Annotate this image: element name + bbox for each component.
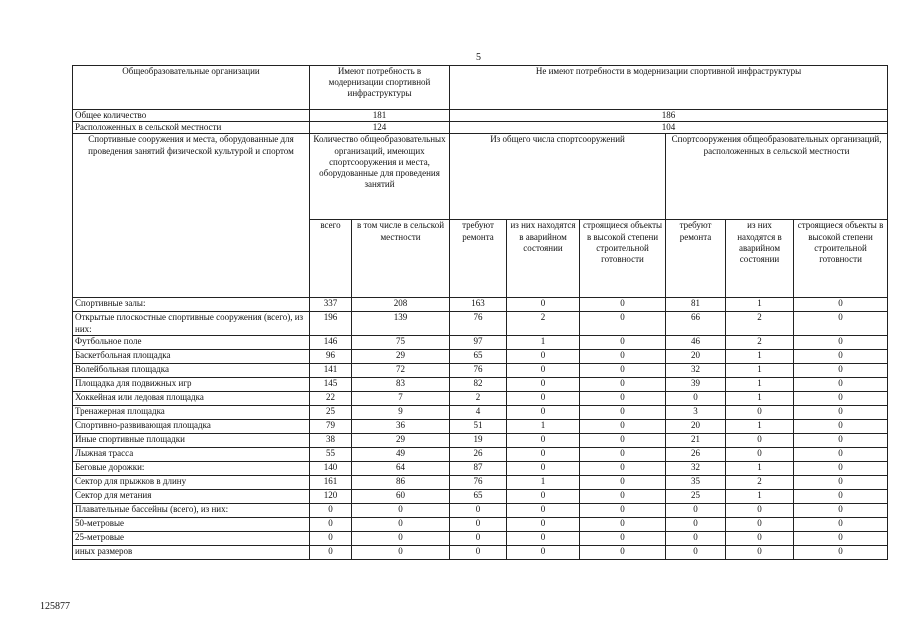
cell-value: 0 xyxy=(507,489,580,503)
cell-value: 196 xyxy=(310,312,352,335)
cell-value: 0 xyxy=(794,419,888,433)
cell-value: 1 xyxy=(507,475,580,489)
cell-value: 2 xyxy=(726,335,794,349)
cell-value: 49 xyxy=(352,447,450,461)
cell-value: 0 xyxy=(666,545,726,559)
table-row xyxy=(73,349,888,363)
header-row-2 xyxy=(73,134,888,220)
cell-value: 1 xyxy=(726,419,794,433)
row-label: Волейбольная площадка xyxy=(73,363,310,377)
cell-value: 36 xyxy=(352,419,450,433)
cell-value: 0 xyxy=(794,335,888,349)
cell-value: 72 xyxy=(352,363,450,377)
table-row xyxy=(73,545,888,559)
cell-value: 0 xyxy=(580,433,666,447)
summary-total-label: Общее количество xyxy=(73,110,310,122)
cell-value: 0 xyxy=(794,377,888,391)
cell-value: 0 xyxy=(580,545,666,559)
cell-value: 0 xyxy=(450,531,507,545)
cell-value: 0 xyxy=(726,531,794,545)
table-row xyxy=(73,461,888,475)
cell-value: 25 xyxy=(310,405,352,419)
table-row xyxy=(73,363,888,377)
table-row xyxy=(73,405,888,419)
cell-value: 141 xyxy=(310,363,352,377)
cell-value: 0 xyxy=(794,545,888,559)
cell-value: 55 xyxy=(310,447,352,461)
cell-value: 0 xyxy=(580,419,666,433)
table-row xyxy=(73,377,888,391)
cell-value: 79 xyxy=(310,419,352,433)
table-row xyxy=(73,433,888,447)
cell-value: 0 xyxy=(794,349,888,363)
cell-value: 0 xyxy=(726,503,794,517)
cell-value: 0 xyxy=(507,545,580,559)
cell-value: 9 xyxy=(352,405,450,419)
header-have-need: Имеют потребность в модернизации спортивной инфраструктуры xyxy=(310,66,450,110)
cell-value: 208 xyxy=(352,298,450,312)
cell-value: 25 xyxy=(666,489,726,503)
row-label: Футбольное поле xyxy=(73,335,310,349)
cell-value: 0 xyxy=(794,405,888,419)
cell-value: 87 xyxy=(450,461,507,475)
row-label: иных размеров xyxy=(73,545,310,559)
row-label: Беговые дорожки: xyxy=(73,461,310,475)
row-label: Сектор для метания xyxy=(73,489,310,503)
cell-value: 0 xyxy=(580,298,666,312)
cell-value: 82 xyxy=(450,377,507,391)
cell-value: 76 xyxy=(450,312,507,335)
cell-value: 0 xyxy=(507,363,580,377)
cell-value: 19 xyxy=(450,433,507,447)
row-label: Плавательные бассейны (всего), из них: xyxy=(73,503,310,517)
cell-value: 1 xyxy=(507,419,580,433)
header-facilities: Спортивные сооружения и места, оборудованные для проведения занятий физической культурой и спортом xyxy=(73,134,310,298)
cell-value: 0 xyxy=(580,312,666,335)
table-row xyxy=(73,312,888,335)
row-label: Спортивно-развивающая площадка xyxy=(73,419,310,433)
cell-value: 81 xyxy=(666,298,726,312)
row-label: Спортивные залы: xyxy=(73,298,310,312)
row-label: Тренажерная площадка xyxy=(73,405,310,419)
cell-value: 20 xyxy=(666,419,726,433)
cell-value: 0 xyxy=(507,377,580,391)
cell-value: 1 xyxy=(726,363,794,377)
cell-value: 76 xyxy=(450,363,507,377)
summary-rural-have: 124 xyxy=(310,122,450,134)
row-label: 25-метровые xyxy=(73,531,310,545)
cell-value: 22 xyxy=(310,391,352,405)
cell-value: 1 xyxy=(726,391,794,405)
cell-value: 60 xyxy=(352,489,450,503)
cell-value: 0 xyxy=(666,517,726,531)
cell-value: 65 xyxy=(450,489,507,503)
cell-value: 0 xyxy=(580,335,666,349)
header-incl-rural: в том числе в сельской местности xyxy=(352,220,450,298)
cell-value: 29 xyxy=(352,349,450,363)
cell-value: 0 xyxy=(450,545,507,559)
cell-value: 0 xyxy=(726,545,794,559)
header-org: Общеобразовательные организации xyxy=(73,66,310,110)
cell-value: 3 xyxy=(666,405,726,419)
cell-value: 0 xyxy=(794,312,888,335)
cell-value: 0 xyxy=(580,531,666,545)
cell-value: 120 xyxy=(310,489,352,503)
cell-value: 0 xyxy=(794,447,888,461)
page-number: 5 xyxy=(476,52,481,63)
cell-value: 29 xyxy=(352,433,450,447)
cell-value: 0 xyxy=(507,405,580,419)
cell-value: 21 xyxy=(666,433,726,447)
cell-value: 0 xyxy=(310,531,352,545)
cell-value: 39 xyxy=(666,377,726,391)
cell-value: 163 xyxy=(450,298,507,312)
summary-total-no: 186 xyxy=(450,110,888,122)
summary-rural-no: 104 xyxy=(450,122,888,134)
cell-value: 26 xyxy=(450,447,507,461)
cell-value: 0 xyxy=(794,517,888,531)
cell-value: 46 xyxy=(666,335,726,349)
cell-value: 0 xyxy=(310,517,352,531)
cell-value: 26 xyxy=(666,447,726,461)
cell-value: 0 xyxy=(726,517,794,531)
summary-total-have: 181 xyxy=(310,110,450,122)
cell-value: 66 xyxy=(666,312,726,335)
cell-value: 1 xyxy=(726,461,794,475)
summary-total-row xyxy=(73,110,888,122)
statistics-table xyxy=(72,65,888,560)
cell-value: 0 xyxy=(450,517,507,531)
cell-value: 0 xyxy=(580,503,666,517)
cell-value: 1 xyxy=(726,377,794,391)
cell-value: 0 xyxy=(666,531,726,545)
cell-value: 76 xyxy=(450,475,507,489)
cell-value: 0 xyxy=(507,447,580,461)
table-row xyxy=(73,298,888,312)
table-row xyxy=(73,503,888,517)
cell-value: 0 xyxy=(580,489,666,503)
table-row xyxy=(73,447,888,461)
cell-value: 38 xyxy=(310,433,352,447)
table-row xyxy=(73,489,888,503)
cell-value: 0 xyxy=(580,391,666,405)
cell-value: 0 xyxy=(794,531,888,545)
cell-value: 2 xyxy=(726,312,794,335)
cell-value: 0 xyxy=(794,489,888,503)
cell-value: 83 xyxy=(352,377,450,391)
cell-value: 0 xyxy=(507,503,580,517)
cell-value: 0 xyxy=(507,517,580,531)
cell-value: 20 xyxy=(666,349,726,363)
cell-value: 0 xyxy=(726,433,794,447)
cell-value: 0 xyxy=(666,391,726,405)
cell-value: 0 xyxy=(352,531,450,545)
cell-value: 0 xyxy=(580,475,666,489)
cell-value: 0 xyxy=(310,503,352,517)
cell-value: 0 xyxy=(794,503,888,517)
cell-value: 146 xyxy=(310,335,352,349)
cell-value: 0 xyxy=(580,405,666,419)
cell-value: 0 xyxy=(580,363,666,377)
table-row xyxy=(73,419,888,433)
cell-value: 0 xyxy=(580,461,666,475)
cell-value: 86 xyxy=(352,475,450,489)
cell-value: 2 xyxy=(726,475,794,489)
cell-value: 97 xyxy=(450,335,507,349)
document-id: 125877 xyxy=(40,601,70,612)
header-emergency: из них находятся в аварийном состоянии xyxy=(507,220,580,298)
cell-value: 0 xyxy=(507,298,580,312)
cell-value: 0 xyxy=(580,349,666,363)
cell-value: 0 xyxy=(450,503,507,517)
row-label: 50-метровые xyxy=(73,517,310,531)
header-of-total: Из общего числа спортсооружений xyxy=(450,134,666,220)
table-row xyxy=(73,391,888,405)
cell-value: 2 xyxy=(450,391,507,405)
header-row-1 xyxy=(73,66,888,110)
cell-value: 0 xyxy=(507,433,580,447)
table-row xyxy=(73,517,888,531)
cell-value: 35 xyxy=(666,475,726,489)
cell-value: 32 xyxy=(666,461,726,475)
cell-value: 0 xyxy=(726,447,794,461)
cell-value: 0 xyxy=(507,531,580,545)
row-label: Открытые плоскостные спортивные сооружения (всего), из них: xyxy=(73,312,310,335)
cell-value: 0 xyxy=(666,503,726,517)
cell-value: 0 xyxy=(726,405,794,419)
cell-value: 1 xyxy=(507,335,580,349)
cell-value: 4 xyxy=(450,405,507,419)
cell-value: 65 xyxy=(450,349,507,363)
summary-rural-label: Расположенных в сельской местности xyxy=(73,122,310,134)
row-label: Хоккейная или ледовая площадка xyxy=(73,391,310,405)
table-row xyxy=(73,335,888,349)
header-need-repair-rural: требуют ремонта xyxy=(666,220,726,298)
cell-value: 0 xyxy=(580,447,666,461)
row-label: Площадка для подвижных игр xyxy=(73,377,310,391)
cell-value: 0 xyxy=(794,461,888,475)
cell-value: 64 xyxy=(352,461,450,475)
row-label: Сектор для прыжков в длину xyxy=(73,475,310,489)
cell-value: 0 xyxy=(794,475,888,489)
header-no-need: Не имеют потребности в модернизации спортивной инфраструктуры xyxy=(450,66,888,110)
cell-value: 1 xyxy=(726,489,794,503)
cell-value: 0 xyxy=(352,503,450,517)
cell-value: 0 xyxy=(310,545,352,559)
cell-value: 337 xyxy=(310,298,352,312)
cell-value: 7 xyxy=(352,391,450,405)
cell-value: 0 xyxy=(507,391,580,405)
header-construction-rural: строящиеся объекты в высокой степени строительной готовности xyxy=(794,220,888,298)
cell-value: 0 xyxy=(794,433,888,447)
header-need-repair: требуют ремонта xyxy=(450,220,507,298)
cell-value: 161 xyxy=(310,475,352,489)
header-emergency-rural: из них находятся в аварийном состоянии xyxy=(726,220,794,298)
cell-value: 1 xyxy=(726,349,794,363)
cell-value: 1 xyxy=(726,298,794,312)
cell-value: 140 xyxy=(310,461,352,475)
summary-rural-row xyxy=(73,122,888,134)
cell-value: 0 xyxy=(507,349,580,363)
header-construction: строящиеся объекты в высокой степени строительной готовности xyxy=(580,220,666,298)
cell-value: 0 xyxy=(352,517,450,531)
cell-value: 0 xyxy=(580,377,666,391)
cell-value: 139 xyxy=(352,312,450,335)
cell-value: 51 xyxy=(450,419,507,433)
row-label: Баскетбольная площадка xyxy=(73,349,310,363)
cell-value: 2 xyxy=(507,312,580,335)
row-label: Лыжная трасса xyxy=(73,447,310,461)
header-count-orgs: Количество общеобразовательных организаций, имеющих спортсооружения и места, оборудованные для проведения занятий xyxy=(310,134,450,220)
cell-value: 32 xyxy=(666,363,726,377)
cell-value: 145 xyxy=(310,377,352,391)
table-row xyxy=(73,475,888,489)
cell-value: 0 xyxy=(507,461,580,475)
cell-value: 96 xyxy=(310,349,352,363)
cell-value: 0 xyxy=(794,363,888,377)
header-total: всего xyxy=(310,220,352,298)
cell-value: 75 xyxy=(352,335,450,349)
header-rural-facilities: Спортсооружения общеобразовательных организаций, расположенных в сельской местности xyxy=(666,134,888,220)
cell-value: 0 xyxy=(580,517,666,531)
cell-value: 0 xyxy=(352,545,450,559)
table-row xyxy=(73,531,888,545)
cell-value: 0 xyxy=(794,391,888,405)
cell-value: 0 xyxy=(794,298,888,312)
row-label: Иные спортивные площадки xyxy=(73,433,310,447)
